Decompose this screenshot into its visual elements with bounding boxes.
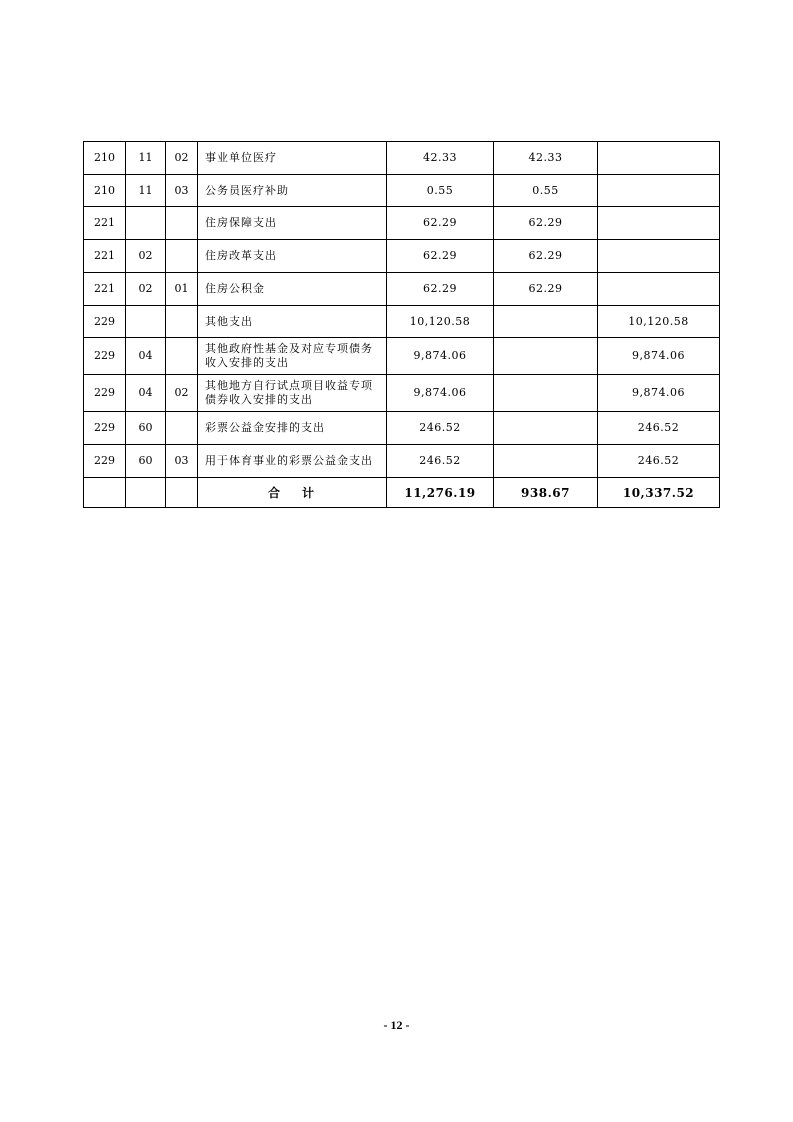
table-row <box>84 412 720 445</box>
table-row <box>84 273 720 306</box>
table-row <box>84 375 720 412</box>
class-code-cell: 229 <box>84 412 126 445</box>
basic-expense-cell <box>494 306 598 338</box>
project-expense-cell: 9,874.06 <box>598 338 720 375</box>
total-amount-cell: 10,120.58 <box>387 306 494 338</box>
table-row <box>84 240 720 273</box>
subject-name-cell: 用于体育事业的彩票公益金支出 <box>198 445 387 478</box>
basic-expense-cell <box>494 445 598 478</box>
subject-name-cell: 住房改革支出 <box>198 240 387 273</box>
project-expense-cell: 10,120.58 <box>598 306 720 338</box>
item-code-cell <box>166 412 198 445</box>
section-code-cell: 60 <box>126 412 166 445</box>
item-code-cell: 02 <box>166 375 198 412</box>
section-code-cell: 02 <box>126 240 166 273</box>
table-row <box>84 207 720 240</box>
project-expense-cell <box>598 240 720 273</box>
subject-name-cell: 住房公积金 <box>198 273 387 306</box>
table-row <box>84 338 720 375</box>
section-code-cell: 02 <box>126 273 166 306</box>
section-code-cell: 60 <box>126 445 166 478</box>
table-row <box>84 142 720 175</box>
basic-total-cell: 938.67 <box>494 478 598 508</box>
class-code-cell: 229 <box>84 375 126 412</box>
item-code-cell <box>166 338 198 375</box>
section-code-cell: 11 <box>126 142 166 175</box>
project-expense-cell: 246.52 <box>598 412 720 445</box>
class-code-cell: 229 <box>84 338 126 375</box>
subject-name-cell: 住房保障支出 <box>198 207 387 240</box>
project-total-cell: 10,337.52 <box>598 478 720 508</box>
item-code-cell: 02 <box>166 142 198 175</box>
item-code-cell <box>166 207 198 240</box>
class-code-cell: 221 <box>84 273 126 306</box>
class-code-cell: 221 <box>84 207 126 240</box>
total-amount-cell: 42.33 <box>387 142 494 175</box>
section-code-cell: 04 <box>126 338 166 375</box>
item-code-cell: 03 <box>166 175 198 207</box>
total-amount-cell: 62.29 <box>387 207 494 240</box>
class-code-cell: 229 <box>84 306 126 338</box>
total-amount-cell: 62.29 <box>387 273 494 306</box>
subject-name-cell: 公务员医疗补助 <box>198 175 387 207</box>
page-number: - 12 - <box>383 1018 410 1032</box>
budget-table <box>83 141 720 508</box>
table-row <box>84 175 720 207</box>
total-label: 合计 <box>198 478 387 508</box>
project-expense-cell: 246.52 <box>598 445 720 478</box>
subject-name-cell: 其他支出 <box>198 306 387 338</box>
project-expense-cell <box>598 175 720 207</box>
class-code-cell: 221 <box>84 240 126 273</box>
empty-cell <box>166 478 198 508</box>
class-code-cell: 210 <box>84 175 126 207</box>
subject-name-cell: 彩票公益金安排的支出 <box>198 412 387 445</box>
basic-expense-cell: 62.29 <box>494 240 598 273</box>
class-code-cell: 229 <box>84 445 126 478</box>
table-row <box>84 306 720 338</box>
total-row <box>84 478 720 508</box>
total-amount-cell: 62.29 <box>387 240 494 273</box>
basic-expense-cell: 0.55 <box>494 175 598 207</box>
basic-expense-cell <box>494 412 598 445</box>
basic-expense-cell <box>494 338 598 375</box>
total-amount-cell: 9,874.06 <box>387 338 494 375</box>
project-expense-cell <box>598 142 720 175</box>
subject-name-cell: 其他地方自行试点项目收益专项债券收入安排的支出 <box>198 375 387 412</box>
basic-expense-cell <box>494 375 598 412</box>
section-code-cell <box>126 207 166 240</box>
section-code-cell <box>126 306 166 338</box>
section-code-cell: 11 <box>126 175 166 207</box>
table-row <box>84 445 720 478</box>
item-code-cell <box>166 306 198 338</box>
item-code-cell: 01 <box>166 273 198 306</box>
section-code-cell: 04 <box>126 375 166 412</box>
class-code-cell: 210 <box>84 142 126 175</box>
grand-total-cell: 11,276.19 <box>387 478 494 508</box>
project-expense-cell <box>598 207 720 240</box>
basic-expense-cell: 62.29 <box>494 207 598 240</box>
table-body <box>84 142 720 508</box>
subject-name-cell: 事业单位医疗 <box>198 142 387 175</box>
total-amount-cell: 0.55 <box>387 175 494 207</box>
empty-cell <box>126 478 166 508</box>
empty-cell <box>84 478 126 508</box>
project-expense-cell <box>598 273 720 306</box>
total-amount-cell: 246.52 <box>387 445 494 478</box>
basic-expense-cell: 42.33 <box>494 142 598 175</box>
total-amount-cell: 246.52 <box>387 412 494 445</box>
item-code-cell: 03 <box>166 445 198 478</box>
total-amount-cell: 9,874.06 <box>387 375 494 412</box>
subject-name-cell: 其他政府性基金及对应专项债务收入安排的支出 <box>198 338 387 375</box>
project-expense-cell: 9,874.06 <box>598 375 720 412</box>
basic-expense-cell: 62.29 <box>494 273 598 306</box>
item-code-cell <box>166 240 198 273</box>
